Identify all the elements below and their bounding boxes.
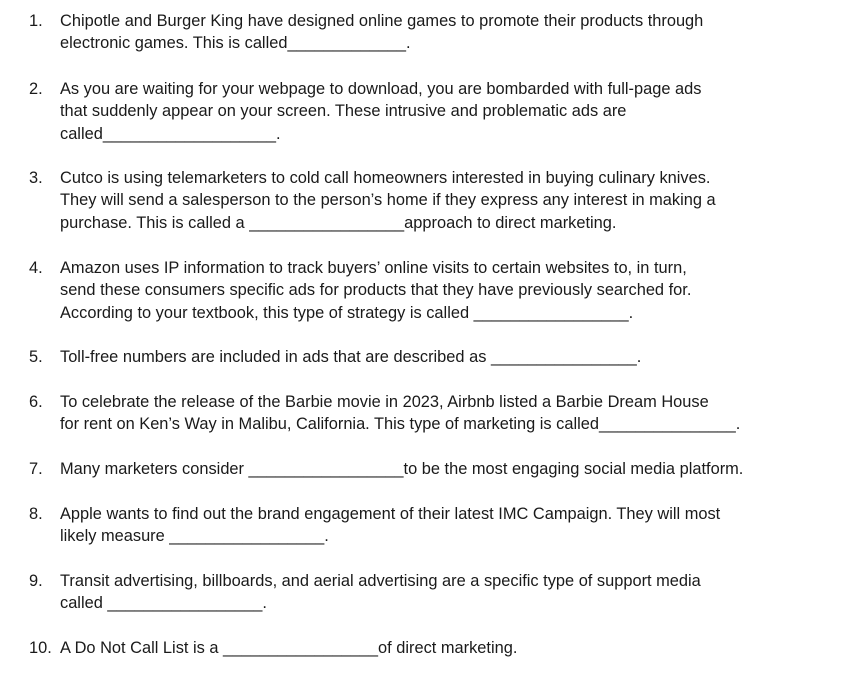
question-line: called _________________. <box>60 594 267 613</box>
question-line: To celebrate the release of the Barbie movie in 2023, Airbnb listed a Barbie Dream House <box>60 393 709 411</box>
question-line: likely measure _________________. <box>60 527 329 546</box>
question-number: 6. <box>29 393 43 411</box>
question-text <box>60 458 805 480</box>
question-line: Toll-free numbers are included in ads that are described as ________________. <box>60 348 642 366</box>
question-line: that suddenly appear on your screen. These intrusive and problematic ads are <box>60 102 627 121</box>
question-text <box>60 637 805 659</box>
question-text <box>60 167 805 234</box>
question-line: They will send a salesperson to the person’s home if they express any interest in making a <box>60 191 716 210</box>
question-number: 10. <box>29 639 52 657</box>
question-number: 5. <box>29 348 43 366</box>
question-number: 1. <box>29 12 43 30</box>
question-number: 2. <box>29 80 43 98</box>
question-line: send these consumers specific ads for products that they have previously searched for. <box>60 281 692 300</box>
question-text <box>60 10 805 55</box>
question-text <box>60 391 805 436</box>
question-line: A Do Not Call List is a _________________of direct marketing. <box>60 639 518 657</box>
question-line: Chipotle and Burger King have designed online games to promote their products through <box>60 12 704 30</box>
question-text <box>60 570 805 615</box>
question-line: called___________________. <box>60 124 281 143</box>
question-line: for rent on Ken’s Way in Malibu, California. This type of marketing is called_______________. <box>60 415 741 434</box>
question-number: 4. <box>29 259 43 277</box>
question-number: 8. <box>29 505 43 523</box>
question-text <box>60 257 805 324</box>
question-number: 3. <box>29 169 43 187</box>
question-number: 9. <box>29 572 43 590</box>
question-line: Transit advertising, billboards, and aerial advertising are a specific type of support media <box>60 572 701 590</box>
question-number: 7. <box>29 460 43 478</box>
question-line: purchase. This is called a _________________approach to direct marketing. <box>60 213 617 232</box>
question-text <box>60 346 805 368</box>
question-text <box>60 78 805 145</box>
question-line: electronic games. This is called_____________. <box>60 34 411 53</box>
question-line: Amazon uses IP information to track buyers’ online visits to certain websites to, in turn, <box>60 259 687 277</box>
question-line: Apple wants to find out the brand engagement of their latest IMC Campaign. They will most <box>60 505 721 523</box>
question-line: According to your textbook, this type of strategy is called _________________. <box>60 303 634 322</box>
question-text <box>60 503 805 548</box>
question-line: Many marketers consider _________________to be the most engaging social media platform. <box>60 460 744 478</box>
question-line: As you are waiting for your webpage to download, you are bombarded with full-page ads <box>60 80 702 98</box>
question-line: Cutco is using telemarketers to cold call homeowners interested in buying culinary knives. <box>60 169 711 187</box>
